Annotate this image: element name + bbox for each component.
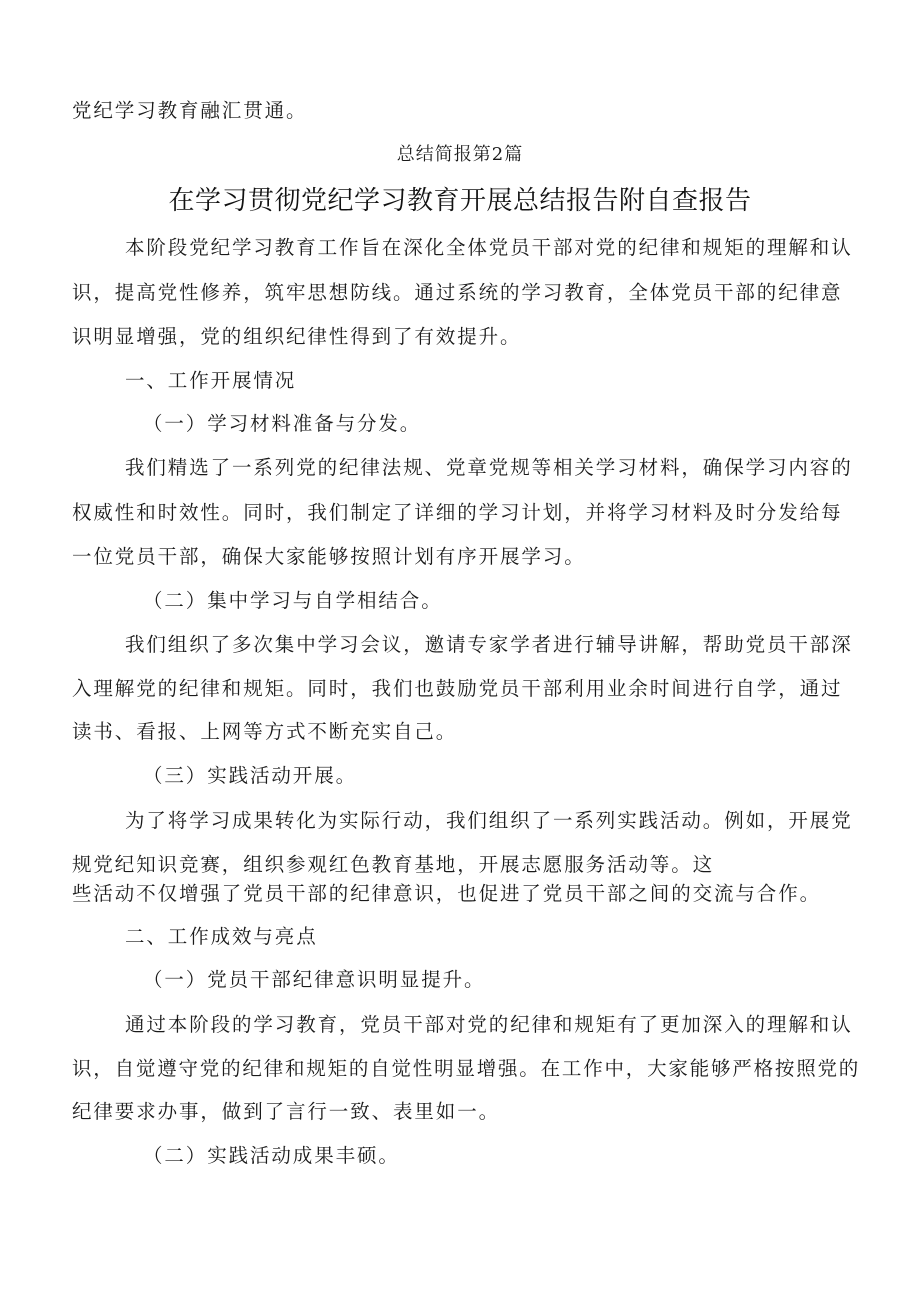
document-title: 在学习贯彻党纪学习教育开展总结报告附自查报告 [168,186,752,216]
sub2-line-1: 我们组织了多次集中学习会议，邀请专家学者进行辅导讲解，帮助党员干部深 [125,633,853,656]
sub4-line-1: 通过本阶段的学习教育，党员干部对党的纪律和规矩有了更加深入的理解和认 [125,1013,853,1036]
sub2-line-3: 读书、看报、上网等方式不断充实自己。 [72,720,458,743]
subsection-heading-4: （一）党员干部纪律意识明显提升。 [143,968,486,991]
sub4-line-3: 纪律要求办事，做到了言行一致、表里如一。 [72,1100,501,1123]
document-subtitle: 总结简报第2篇 [396,144,524,165]
carryover-line: 党纪学习教育融汇贯通。 [72,99,308,122]
subsection-heading-5: （二）实践活动成果丰硕。 [143,1144,400,1167]
section-heading-1: 一、工作开展情况 [125,369,297,392]
sub3-line-3: 些活动不仅增强了党员干部的纪律意识，也促进了党员干部之间的交流与合作。 [72,882,822,905]
intro-line-3: 识明显增强，党的组织纪律性得到了有效提升。 [72,325,522,348]
intro-line-2: 识，提高党性修养，筑牢思想防线。通过系统的学习教育，全体党员干部的纪律意 [72,281,843,304]
sub4-line-2: 识，自觉遵守党的纪律和规矩的自觉性明显增强。在工作中，大家能够严格按照党的 [72,1057,861,1080]
subsection-heading-2: （二）集中学习与自学相结合。 [143,589,443,612]
subsection-heading-1: （一）学习材料准备与分发。 [143,412,422,435]
sub1-line-1: 我们精选了一系列党的纪律法规、党章党规等相关学习材料，确保学习内容的 [125,456,853,479]
section-heading-2: 二、工作成效与亮点 [125,925,318,948]
intro-line-1: 本阶段党纪学习教育工作旨在深化全体党员干部对党的纪律和规矩的理解和认 [125,236,853,259]
sub1-line-3: 一位党员干部，确保大家能够按照计划有序开展学习。 [72,545,586,568]
sub1-line-2: 权威性和时效性。同时，我们制定了详细的学习计划，并将学习材料及时分发给每 [72,501,843,524]
subsection-heading-3: （三）实践活动开展。 [143,764,358,787]
sub3-line-2: 规党纪知识竞赛，组织参观红色教育基地，开展志愿服务活动等。这 [72,853,715,876]
sub2-line-2: 入理解党的纪律和规矩。同时，我们也鼓励党员干部利用业余时间进行自学，通过 [72,677,843,700]
sub3-line-1: 为了将学习成果转化为实际行动，我们组织了一系列实践活动。例如，开展党 [125,809,853,832]
